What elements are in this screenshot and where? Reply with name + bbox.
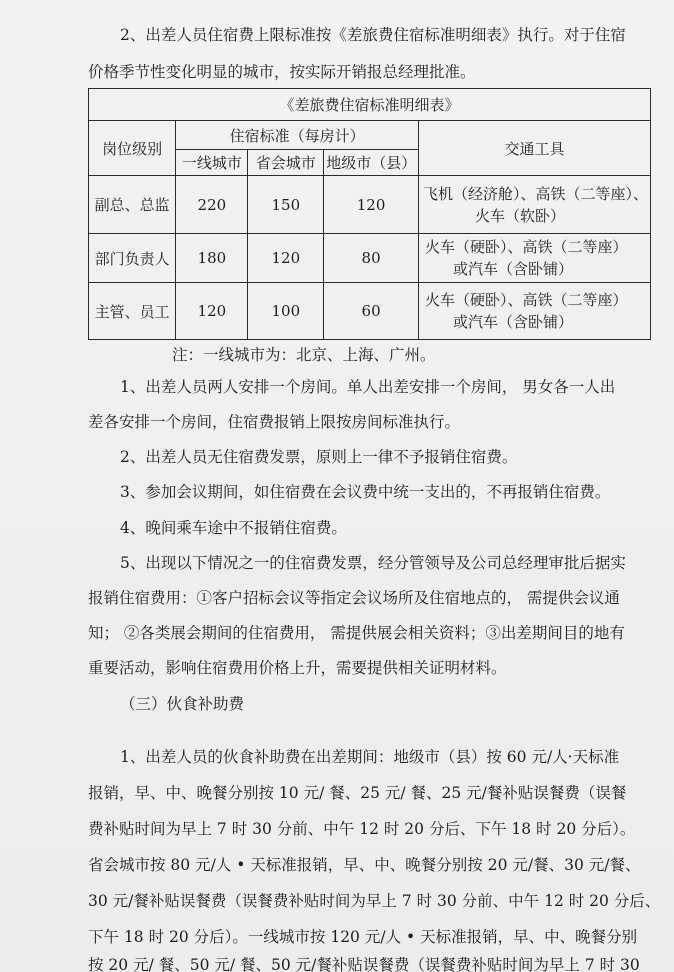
cell-transport [418, 234, 650, 283]
intro-line-1: 2、出差人员住宿费上限标准按《差旅费住宿标准明细表》执行。对于住宿 [120, 26, 626, 44]
section-3-line: 费补贴时间为早上 7 时 30 分前、中午 12 时 20 分后、下午 18 时 20 分后）。 [88, 820, 636, 838]
header-provincial: 省会城市 [248, 150, 324, 176]
rule-5-line-4: 重要活动，影响住宿费用价格上升，需要提供相关证明材料。 [88, 659, 507, 677]
cell-transport [418, 176, 650, 234]
rule-5-line-2: 报销住宿费用：①客户招标会议等指定会议场所及住宿地点的， 需提供会议通 [88, 589, 620, 607]
header-prefecture: 地级市（县） [324, 150, 419, 176]
table-row [89, 283, 651, 340]
rule-1-line-2: 差各安排一个房间，住宿费报销上限按房间标准执行。 [88, 413, 461, 431]
rule-3: 3、参加会议期间，如住宿费在会议费中统一支出的，不再报销住宿费。 [120, 483, 611, 501]
cell-prefecture: 120 [324, 176, 419, 234]
rule-5-line-3: 知； ②各类展会期间的住宿费用， 需提供展会相关资料；③出差期间目的地有 [88, 624, 625, 642]
header-transport: 交通工具 [418, 121, 650, 176]
section-3-line: 按 20 元/ 餐、50 元/ 餐、50 元/餐补贴误餐费（误餐费补贴时间为早上 7 时 30 [88, 956, 640, 972]
cell-prefecture: 60 [324, 283, 419, 340]
cell-provincial: 100 [248, 283, 324, 340]
section-3-line: 报销，早、中、晚餐分别按 10 元/ 餐、25 元/ 餐、25 元/餐补贴误餐费（误餐 [88, 784, 627, 802]
cell-tier1: 120 [176, 283, 248, 340]
section-3-line: 30 元/餐补贴误餐费（误餐费补贴时间为早上 7 时 30 分前、中午 12 时 20 分后、 [88, 892, 661, 910]
cell-provincial: 120 [248, 234, 324, 283]
cell-tier1: 220 [176, 176, 248, 234]
header-lodging: 住宿标准（每房计） [176, 121, 419, 150]
section-3-line: 省会城市按 80 元/人 • 天标准报销，早、中、晚餐分别按 20 元/餐、30 元/餐、 [88, 856, 641, 874]
rule-1-line-1: 1、出差人员两人安排一个房间。单人出差安排一个房间， 男女各一人出 [120, 378, 616, 396]
table-row [89, 234, 651, 283]
cell-transport [418, 283, 650, 340]
transport-line: 火车（软卧） [474, 206, 565, 225]
transport-line: 或汽车（含卧铺） [452, 260, 573, 278]
transport-line: 飞机（经济舱）、高铁（二等座）、 [422, 184, 648, 203]
rule-4: 4、晚间乘车途中不报销住宿费。 [120, 519, 347, 537]
table-note: 注：一线城市为：北京、上海、广州。 [172, 346, 436, 364]
header-tier1: 一线城市 [176, 150, 248, 176]
lodging-standard-table [88, 88, 651, 340]
section-3-heading: （三）伙食补助费 [120, 695, 245, 713]
table-title: 《差旅费住宿标准明细表》 [89, 89, 651, 121]
cell-tier1: 180 [176, 234, 248, 283]
transport-line: 火车（硬卧）、高铁（二等座） [424, 238, 628, 256]
header-position: 岗位级别 [89, 121, 176, 176]
table-row [89, 176, 651, 234]
intro-line-2: 价格季节性变化明显的城市，按实际开销报总经理批准。 [88, 63, 476, 81]
cell-position: 部门负责人 [89, 234, 176, 283]
rule-5-line-1: 5、出现以下情况之一的住宿费发票，经分管领导及公司总经理审批后据实 [120, 554, 626, 572]
transport-line: 火车（硬卧）、高铁（二等座） [424, 291, 628, 309]
rule-2: 2、出差人员无住宿费发票，原则上一律不予报销住宿费。 [120, 448, 518, 466]
cell-position: 副总、总监 [89, 176, 176, 234]
cell-prefecture: 80 [324, 234, 419, 283]
section-3-line: 1、出差人员的伙食补助费在出差期间：地级市（县）按 60 元/人·天标准 [120, 748, 620, 766]
transport-line: 或汽车（含卧铺） [452, 313, 573, 331]
cell-position: 主管、员工 [89, 283, 176, 340]
section-3-line: 下午 18 时 20 分后）。一线城市按 120 元/人 • 天标准报销，早、中、晚餐分别 [88, 928, 638, 946]
cell-provincial: 150 [248, 176, 324, 234]
